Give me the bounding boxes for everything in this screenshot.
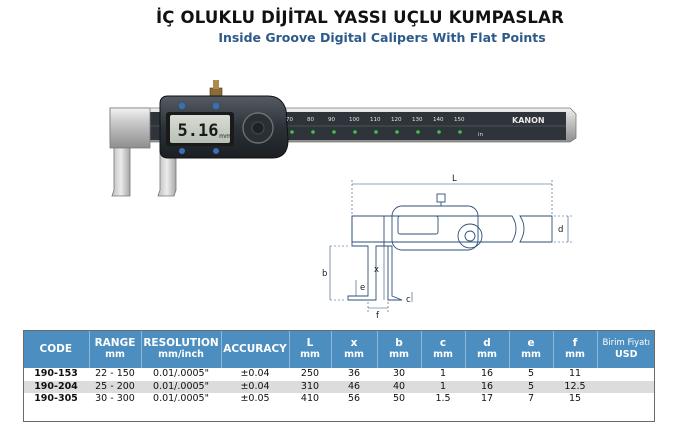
table-cell: 22 - 150 (95, 368, 135, 380)
scale-marker (374, 130, 378, 134)
table-cell: 0.01/.0005" (141, 381, 221, 394)
scale-unit-label: in (478, 132, 484, 138)
column-header-unit: mm (389, 349, 409, 360)
scale-number: 120 (391, 117, 402, 123)
dim-label-L: L (452, 174, 457, 184)
column-header-label: RESOLUTION (143, 337, 219, 349)
table-cell: 1.5 (435, 393, 451, 405)
table-cell: 1 (421, 381, 465, 394)
dim-label-x: x (374, 265, 380, 275)
dim-label-f: f (376, 311, 379, 321)
dim-label-d: d (558, 225, 564, 235)
column-header-label: L (306, 337, 314, 349)
table-cell: 5 (527, 368, 535, 380)
table-cell: ±0.04 (221, 381, 289, 394)
product-code-cell: 190-305 (34, 393, 78, 405)
table-cell: 0.01/.0005" (153, 368, 209, 380)
page-subtitle: Inside Groove Digital Calipers With Flat Points (218, 30, 546, 45)
scale-number: 90 (328, 117, 335, 123)
scale-marker (353, 130, 357, 134)
column-header-unit: mm (477, 349, 497, 360)
scale-number: 80 (307, 117, 314, 123)
scale-number: 130 (412, 117, 423, 123)
table-cell: 5 (509, 381, 553, 394)
table-cell: 0.01/.0005" (153, 393, 209, 405)
scale-marker (437, 130, 441, 134)
table-cell: 7 (527, 393, 535, 405)
scale-marker (416, 130, 420, 134)
table-cell: 410 (300, 393, 320, 405)
scale-number: 100 (349, 117, 360, 123)
lcd-unit: mm (219, 133, 231, 140)
column-header-label: b (395, 337, 403, 349)
table-cell: 16 (480, 368, 494, 380)
table-cell: ±0.05 (240, 393, 270, 405)
column-header-label: ACCURACY (223, 343, 287, 355)
table-cell: 30 - 300 (95, 393, 135, 405)
fixed-jaw (110, 108, 150, 196)
scale-number: 70 (286, 117, 293, 123)
table-cell: 56 (347, 393, 361, 405)
table-cell: 310 (289, 381, 331, 394)
table-cell: 46 (331, 381, 377, 394)
column-header-unit: USD (615, 349, 638, 360)
column-header-label: e (527, 337, 535, 349)
column-header-label: CODE (39, 343, 73, 355)
scale-marker (311, 130, 315, 134)
table-cell: 36 (347, 368, 361, 380)
product-code-cell: 190-204 (23, 381, 89, 394)
scale-marker (332, 130, 336, 134)
product-code-cell: 190-153 (34, 368, 78, 380)
page-title: İÇ OLUKLU DİJİTAL YASSI UÇLU KUMPASLAR (155, 8, 565, 27)
column-header-label: f (572, 337, 578, 349)
table-frame (23, 330, 655, 422)
column-header-unit: mm (433, 349, 453, 360)
column-header-label: Birim Fiyatı (602, 338, 651, 348)
table-cell: 16 (465, 381, 509, 394)
scale-number: 110 (370, 117, 381, 123)
scale-marker (395, 130, 399, 134)
table-cell: 11 (568, 368, 582, 380)
column-header-label: RANGE (94, 337, 136, 349)
column-header-unit: mm (344, 349, 364, 360)
scale-marker (458, 130, 462, 134)
dim-label-c: c (406, 295, 411, 305)
column-header-unit: mm (300, 349, 320, 360)
display-unit (160, 80, 288, 158)
brand-logo: KANON (512, 116, 545, 125)
table-cell: 1 (439, 368, 447, 380)
lcd-reading: 5.16 (177, 121, 219, 141)
table-cell: 40 (377, 381, 421, 394)
scale-number: 150 (454, 117, 465, 123)
table-cell: 25 - 200 (89, 381, 141, 394)
column-header-label: c (439, 337, 447, 349)
column-header-label: d (483, 337, 491, 349)
table-cell: 12.5 (553, 381, 597, 394)
column-header-label: x (350, 337, 358, 349)
column-header-unit: mm (521, 349, 541, 360)
table-cell: 30 (392, 368, 406, 380)
scale-marker (290, 130, 294, 134)
table-cell: ±0.04 (240, 368, 270, 380)
dim-label-b: b (322, 269, 328, 279)
table-cell: 50 (392, 393, 406, 405)
column-header-unit: mm (565, 349, 585, 360)
table-cell: 250 (300, 368, 320, 380)
table-cell: 15 (568, 393, 582, 405)
column-header-unit: mm (105, 349, 125, 360)
table-cell: 17 (480, 393, 494, 405)
technical-drawing (348, 194, 552, 300)
column-header-unit: mm/inch (158, 349, 204, 360)
scale-number: 140 (433, 117, 444, 123)
dim-label-e: e (360, 283, 366, 293)
